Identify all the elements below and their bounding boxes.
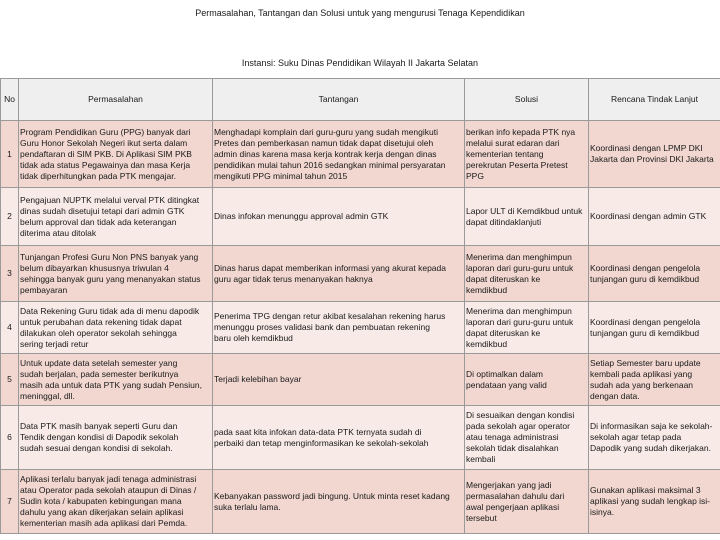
permasalahan-text: Untuk update data setelah semester yang sudah berjalan, pada semester berikutnya masih ada untuk data PTK yang sudah Pensiun, meninggal, dll. — [20, 357, 202, 401]
permasalahan-text: Program Pendidikan Guru (PPG) banyak dari Guru Honor Sekolah Negeri ikut serta dalam pendaftaran di SIM PKB. Di Aplikasi SIM PKB tidak ada status Pegawainya dan masa Kerja tidak diperhitungkan pada PTK mengajar. — [20, 126, 192, 181]
solusi-text: Lapor ULT di Kemdikbud untuk dapat ditindaklanjuti — [466, 205, 583, 227]
rencana-text: Di informasikan saja ke sekolah- sekolah agar tetap pada Dapodik yang sudah dikerjakan. — [590, 421, 713, 453]
rencana-text: Koordinasi dengan admin GTK — [590, 211, 707, 221]
solusi-cell — [465, 354, 589, 406]
header-permasalahan: Permasalahan — [19, 79, 213, 121]
permasalahan-cell — [19, 470, 213, 534]
row-number: 1 — [1, 121, 19, 188]
tantangan-text: Penerima TPG dengan retur akibat kesalahan rekening harus menunggu proses validasi bank dan pembuatan rekening baru oleh kemdikbud — [214, 311, 446, 343]
rencana-text: Koordinasi dengan LPMP DKI Jakarta dan Provinsi DKI Jakarta — [590, 143, 714, 164]
tantangan-cell — [213, 406, 465, 470]
tantangan-text: Dinas infokan menunggu approval admin GTK — [214, 211, 389, 221]
table-row — [1, 406, 720, 470]
rencana-text: Gunakan aplikasi maksimal 3 aplikasi yang sudah lengkap isi- isinya. — [590, 485, 711, 517]
tantangan-cell — [213, 121, 465, 188]
row-number: 3 — [1, 246, 19, 302]
rencana-text: Setiap Semester baru update kembali pada aplikasi yang sudah ada yang berkenaan dengan data. — [590, 357, 701, 401]
solusi-cell — [465, 406, 589, 470]
permasalahan-text: Tunjangan Profesi Guru Non PNS banyak yang belum dibayarkan khususnya triwulan 4 sehingga banyak guru yang menanyakan status pembayaran — [20, 251, 201, 295]
table-row — [1, 470, 720, 534]
tantangan-text: Kebanyakan password jadi bingung. Untuk minta reset kadang suka terlalu lama. — [214, 490, 450, 512]
permasalahan-cell — [19, 188, 213, 246]
permasalahan-cell — [19, 302, 213, 354]
permasalahan-cell — [19, 246, 213, 302]
row-number: 2 — [1, 188, 19, 246]
tantangan-text: Dinas harus dapat memberikan informasi yang akurat kepada guru agar tidak terus menanyakan haknya — [214, 262, 446, 284]
permasalahan-cell — [19, 406, 213, 470]
solusi-cell — [465, 470, 589, 534]
permasalahan-cell — [19, 121, 213, 188]
solusi-cell — [465, 121, 589, 188]
table-row — [1, 246, 720, 302]
solusi-text: Mengerjakan yang jadi permasalahan dahulu dari awal pengerjaan aplikasi tersebut — [466, 479, 565, 523]
rencana-cell — [589, 121, 720, 188]
table-row — [1, 188, 720, 246]
permasalahan-cell — [19, 354, 213, 406]
solusi-cell — [465, 246, 589, 302]
solusi-text: Menerima dan menghimpun laporan dari guru-guru untuk dapat diteruskan ke kemdikbud — [466, 305, 574, 349]
header-solusi: Solusi — [465, 79, 589, 121]
permasalahan-text: Data Rekening Guru tidak ada di menu dapodik untuk perubahan data rekening tidak dapat dilakukan oleh operator sekolah sehingga sering terjadi retur — [20, 305, 200, 349]
tantangan-cell — [213, 246, 465, 302]
solusi-cell — [465, 188, 589, 246]
rencana-cell — [589, 354, 720, 406]
rencana-cell — [589, 246, 720, 302]
solusi-text: Di optimalkan dalam pendataan yang valid — [466, 368, 547, 390]
page-title: Permasalahan, Tantangan dan Solusi untuk yang mengurusi Tenaga Kependidikan — [195, 8, 525, 18]
tantangan-text: pada saat kita infokan data-data PTK ternyata sudah di perbaiki dan tetap menginformasikan ke sekolah-sekolah — [214, 426, 429, 448]
tantangan-text: Menghadapi komplain dari guru-guru yang sudah mengikuti Pretes dan pemberkasan namun tidak dapat disetujui oleh admin dinas karena masa kerja kontrak kerja dengan dinas pendidikan mulai tahun 2016 sedangkan minimal persyaratan mengikuti PPG minimal tahun 2015 — [214, 126, 446, 181]
issues-table — [0, 78, 720, 534]
tantangan-cell — [213, 354, 465, 406]
rencana-cell — [589, 406, 720, 470]
solusi-cell — [465, 302, 589, 354]
solusi-text: Menerima dan menghimpun laporan dari guru-guru untuk dapat diteruskan ke kemdikbud — [466, 251, 574, 295]
header-no: No — [1, 79, 19, 121]
rencana-cell — [589, 302, 720, 354]
row-number: 4 — [1, 302, 19, 354]
rencana-text: Koordinasi dengan pengelola tunjangan guru di kemdikbud — [590, 262, 701, 284]
header-tantangan: Tantangan — [213, 79, 465, 121]
rencana-cell — [589, 188, 720, 246]
row-number: 5 — [1, 354, 19, 406]
tantangan-text: Terjadi kelebihan bayar — [214, 374, 302, 384]
permasalahan-text: Pengajuan NUPTK melalui verval PTK ditingkat dinas sudah disetujui tetapi dari admin GTK belum approval dan tidak ada keterangan diterima atau ditolak — [20, 194, 200, 238]
table-row — [1, 121, 720, 188]
solusi-text: berikan info kepada PTK nya melalui surat edaran dari kementerian tentang perekrutan Peserta Pretest PPG — [466, 126, 576, 181]
rencana-text: Koordinasi dengan pengelola tunjangan guru di kemdikbud — [590, 316, 701, 338]
row-number: 7 — [1, 470, 19, 534]
institution-subtitle: Instansi: Suku Dinas Pendidikan Wilayah II Jakarta Selatan — [241, 58, 479, 68]
tantangan-cell — [213, 470, 465, 534]
permasalahan-text: Aplikasi terlalu banyak jadi tenaga administrasi atau Operator pada sekolah ataupun di Dinas / Sudin kota / kabupaten kebingungan mana dahulu yang akan dikerjakan selain aplikasi kementerian masih ada aplikasi dari Pemda. — [20, 474, 197, 528]
tantangan-cell — [213, 302, 465, 354]
tantangan-cell — [213, 188, 465, 246]
solusi-text: Di sesuaikan dengan kondisi pada sekolah agar operator atau tenaga administrasi sekolah tidak disalahkan kembali — [466, 410, 575, 464]
header-rencana: Rencana Tindak Lanjut — [589, 79, 720, 121]
table-row — [1, 354, 720, 406]
permasalahan-text: Data PTK masih banyak seperti Guru dan Tendik dengan kondisi di Dapodik sekolah sudah sesuai dengan kondisi di sekolah. — [20, 421, 179, 453]
row-number: 6 — [1, 406, 19, 470]
table-row — [1, 302, 720, 354]
rencana-cell — [589, 470, 720, 534]
table-header-row — [1, 79, 720, 121]
